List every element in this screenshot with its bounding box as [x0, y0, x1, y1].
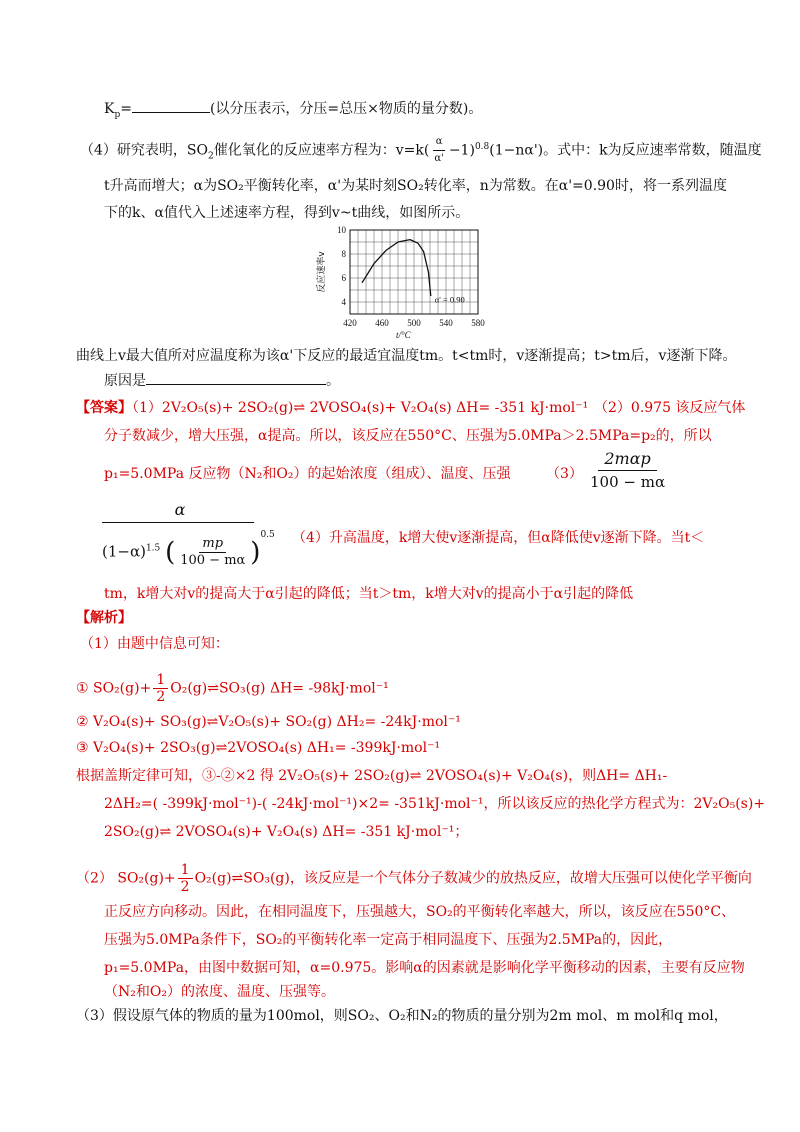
analysis-line10: 压强为5.0MPa条件下，SO₂的平衡转化率一定高于相同温度下、压强为2.5MPa的，因此， [104, 932, 673, 948]
answer-heading: 【答案】 [76, 400, 132, 416]
y-tick-label: 8 [341, 249, 346, 259]
analysis-line9: 正反应方向移动。因此，在相同温度下，压强越大，SO₂的平衡转化率越大，所以，该反应在550°C、 [104, 904, 736, 920]
x-tick-label: 500 [407, 318, 421, 328]
x-tick-label: 460 [375, 318, 389, 328]
alpha-annotation: α' = 0.90 [434, 294, 465, 305]
analysis-heading: 【解析】 [76, 610, 132, 626]
answer-line1: 【答案】（1）2V₂O₅(s)+ 2SO₂(g)⇌ 2VOSO₄(s)+ V₂O₄(s) ΔH= -351 kJ·mol⁻¹ [76, 400, 589, 416]
reason-line: 原因是 。 [104, 370, 340, 391]
fraction-bar [102, 522, 254, 523]
x-axis-label: t/°C [396, 330, 411, 340]
y-axis-label: 反应速率v [317, 251, 327, 293]
analysis-line11: p₁=5.0MPa，由图中数据可知，α=0.975。影响α的因素就是影响化学平衡移动的因素，主要有反应物 [104, 960, 745, 976]
analysis-line13: （3）假设原气体的物质的量为100mol，则SO₂、O₂和N₂的物质的量分别为2m mol、m mol和q mol， [76, 1008, 728, 1024]
chart-svg [310, 222, 490, 340]
formula-rate-answer: α $(1-\alpha)^{1.5}$ ( $\frac{mp}{100 - m\alpha}$ )$^{0.5}$ [102, 500, 275, 568]
x-tick-label: 420 [343, 318, 357, 328]
answer-line5: tm，k增大对v的提高大于α引起的降低；当t＞tm，k增大对v的提高小于α引起的降低 [104, 586, 634, 602]
formula-kp-answer: 2mαp 100 − mα [590, 449, 666, 491]
q4-line1: （4）研究表明，$SO_2$催化氧化的反应速率方程为：v=k( $\frac{\alpha}{\alpha'}$ −1)$^{0.8}$(1−nα')。式中：k为反应速率常数，随温度 [80, 134, 762, 167]
answer-line4: （4）升高温度，k增大使v逐渐提高，但α降低使v逐渐下降。当t＜ [292, 530, 705, 546]
kp-line: $K_p=$ (以分压表示，分压=总压×物质的量分数)。 [104, 98, 482, 125]
analysis-eq2: ② V₂O₄(s)+ SO₃(g)⇌V₂O₅(s)+ SO₂(g) ΔH₂= -24kJ·mol⁻¹ [76, 714, 461, 730]
y-tick-label: 4 [341, 297, 346, 307]
x-tick-label: 580 [471, 318, 485, 328]
rate-temperature-chart [310, 222, 490, 340]
analysis-line5: 根据盖斯定律可知，③-②×2 得 2V₂O₅(s)+ 2SO₂(g)⇌ 2VOSO₄(s)+ V₂O₄(s)，则ΔH= ΔH₁- [76, 768, 668, 784]
answer-line2: 分子数减少，增大压强，α提高。所以，该反应在550°C、压强为5.0MPa＞2.5MPa=p₂的，所以 [104, 428, 712, 444]
y-tick-label: 6 [341, 273, 346, 283]
series-line [362, 240, 431, 296]
q4-after: 曲线上v最大值所对应温度称为该α'下反应的最适宜温度tm。t<tm时，v逐渐提高；t>tm后，v逐渐下降。 [76, 348, 737, 364]
kp-blank [132, 98, 210, 113]
q4-line3: 下的k、α值代入上述速率方程，得到v~t曲线，如图所示。 [104, 205, 470, 221]
analysis-eq1: ① SO₂(g)+ $\frac{1}{2}$ O₂(g)⇌SO₃(g) ΔH= -98kJ·mol⁻¹ [76, 672, 389, 705]
alpha-fraction: $\frac{\alpha}{\alpha'}$ [434, 136, 444, 164]
reason-blank [146, 370, 326, 385]
analysis-line12: （N₂和O₂）的浓度、温度、压强等。 [104, 984, 335, 1000]
y-tick-label: 10 [337, 225, 346, 235]
analysis-eq3: ③ V₂O₄(s)+ 2SO₃(g)⇌2VOSO₄(s) ΔH₁= -399kJ·mol⁻¹ [76, 740, 441, 756]
answer-3-label: （3） [546, 466, 583, 482]
analysis-line1: （1）由题中信息可知： [80, 636, 229, 652]
q4-line2: t升高而增大；α为SO₂平衡转化率，α'为某时刻SO₂转化率，n为常数。在α'=0.90时，将一系列温度 [104, 178, 727, 194]
answer-line3: p₁=5.0MPa 反应物（N₂和O₂）的起始浓度（组成）、温度、压强 [104, 466, 511, 482]
answer-line1b: （2）0.975 该反应气体 [594, 400, 746, 416]
analysis-line7: 2SO₂(g)⇌ 2VOSO₄(s)+ V₂O₄(s) ΔH= -351 kJ·mol⁻¹； [104, 824, 469, 840]
analysis-line6: 2ΔH₂=( -399kJ·mol⁻¹)-( -24kJ·mol⁻¹)×2= -351kJ·mol⁻¹，所以该反应的热化学方程式为：2V₂O₅(s)+ [104, 796, 766, 812]
x-tick-label: 540 [439, 318, 453, 328]
analysis-line8: （2） SO₂(g)+ $\frac{1}{2}$ O₂(g)⇌SO₃(g)，该反应是一个气体分子数减少的放热反应，故增大压强可以使化学平衡向 [76, 862, 752, 895]
